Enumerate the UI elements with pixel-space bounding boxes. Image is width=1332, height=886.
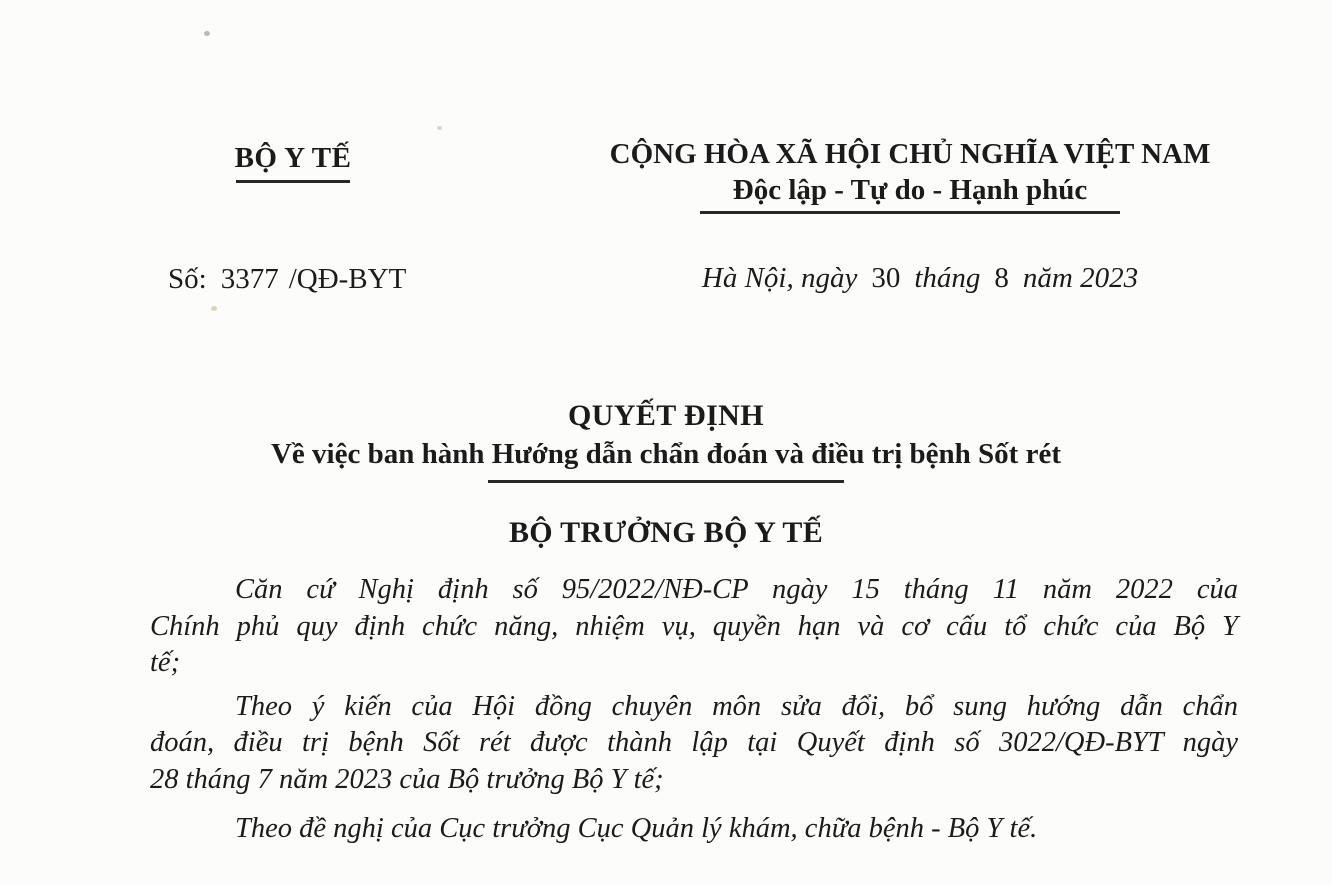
date-year-label: năm 2023	[1022, 262, 1139, 294]
national-name: CỘNG HÒA XÃ HỘI CHỦ NGHĨA VIỆT NAM	[609, 138, 1211, 170]
subtitle-underline	[488, 480, 844, 483]
paragraph	[150, 572, 1238, 682]
paragraph-line: Theo ý kiến của Hội đồng chuyên môn sửa đổi, bổ sung hướng dẫn chẩn	[235, 690, 1238, 722]
paragraph-line: Căn cứ Nghị định số 95/2022/NĐ-CP ngày 15 tháng 11 năm 2022 của	[235, 574, 1238, 605]
issuing-agency-block	[168, 142, 418, 183]
paragraph-line: 28 tháng 7 năm 2023 của Bộ trưởng Bộ Y tế;	[150, 763, 664, 795]
document-subtitle-block	[0, 438, 1332, 483]
issuing-agency-name: BỘ Y TẾ	[234, 142, 352, 174]
motto-underline	[700, 211, 1120, 214]
national-motto: Độc lập - Tự do - Hạnh phúc	[732, 174, 1088, 206]
date-prefix: Hà Nội, ngày	[701, 262, 858, 294]
paragraph	[150, 811, 1238, 848]
place-date-line	[630, 262, 1210, 295]
paragraph-line: Theo đề nghị của Cục trưởng Cục Quản lý khám, chữa bệnh - Bộ Y tế.	[235, 813, 1038, 844]
scan-speck	[204, 31, 210, 36]
signing-authority-title: BỘ TRƯỞNG BỘ Y TẾ	[508, 516, 824, 549]
body-paragraphs	[150, 572, 1238, 855]
date-day-value: 30	[871, 262, 901, 294]
scan-speck	[437, 126, 442, 130]
date-month-label: tháng	[914, 262, 981, 294]
issuing-agency-underline	[236, 180, 350, 183]
scan-speck	[211, 306, 217, 311]
paragraph	[150, 689, 1238, 799]
date-month-value: 8	[994, 262, 1009, 294]
document-subtitle: Về việc ban hành Hướng dẫn chẩn đoán và điều trị bệnh Sốt rét	[270, 438, 1061, 470]
document-title: QUYẾT ĐỊNH	[568, 399, 764, 432]
document-number-value: 3377	[220, 263, 279, 295]
paragraph-line: Chính phủ quy định chức năng, nhiệm vụ, quyền hạn và cơ cấu tổ chức của Bộ Y	[150, 610, 1238, 642]
document-number-label: Số:	[168, 263, 207, 295]
document-number-suffix: /QĐ-BYT	[288, 263, 407, 295]
document-number-line	[168, 263, 406, 296]
paragraph-line: đoán, điều trị bệnh Sốt rét được thành lập tại Quyết định số 3022/QĐ-BYT ngày	[150, 727, 1238, 758]
paragraph-line: tế;	[150, 647, 181, 678]
national-header-block	[560, 138, 1260, 214]
